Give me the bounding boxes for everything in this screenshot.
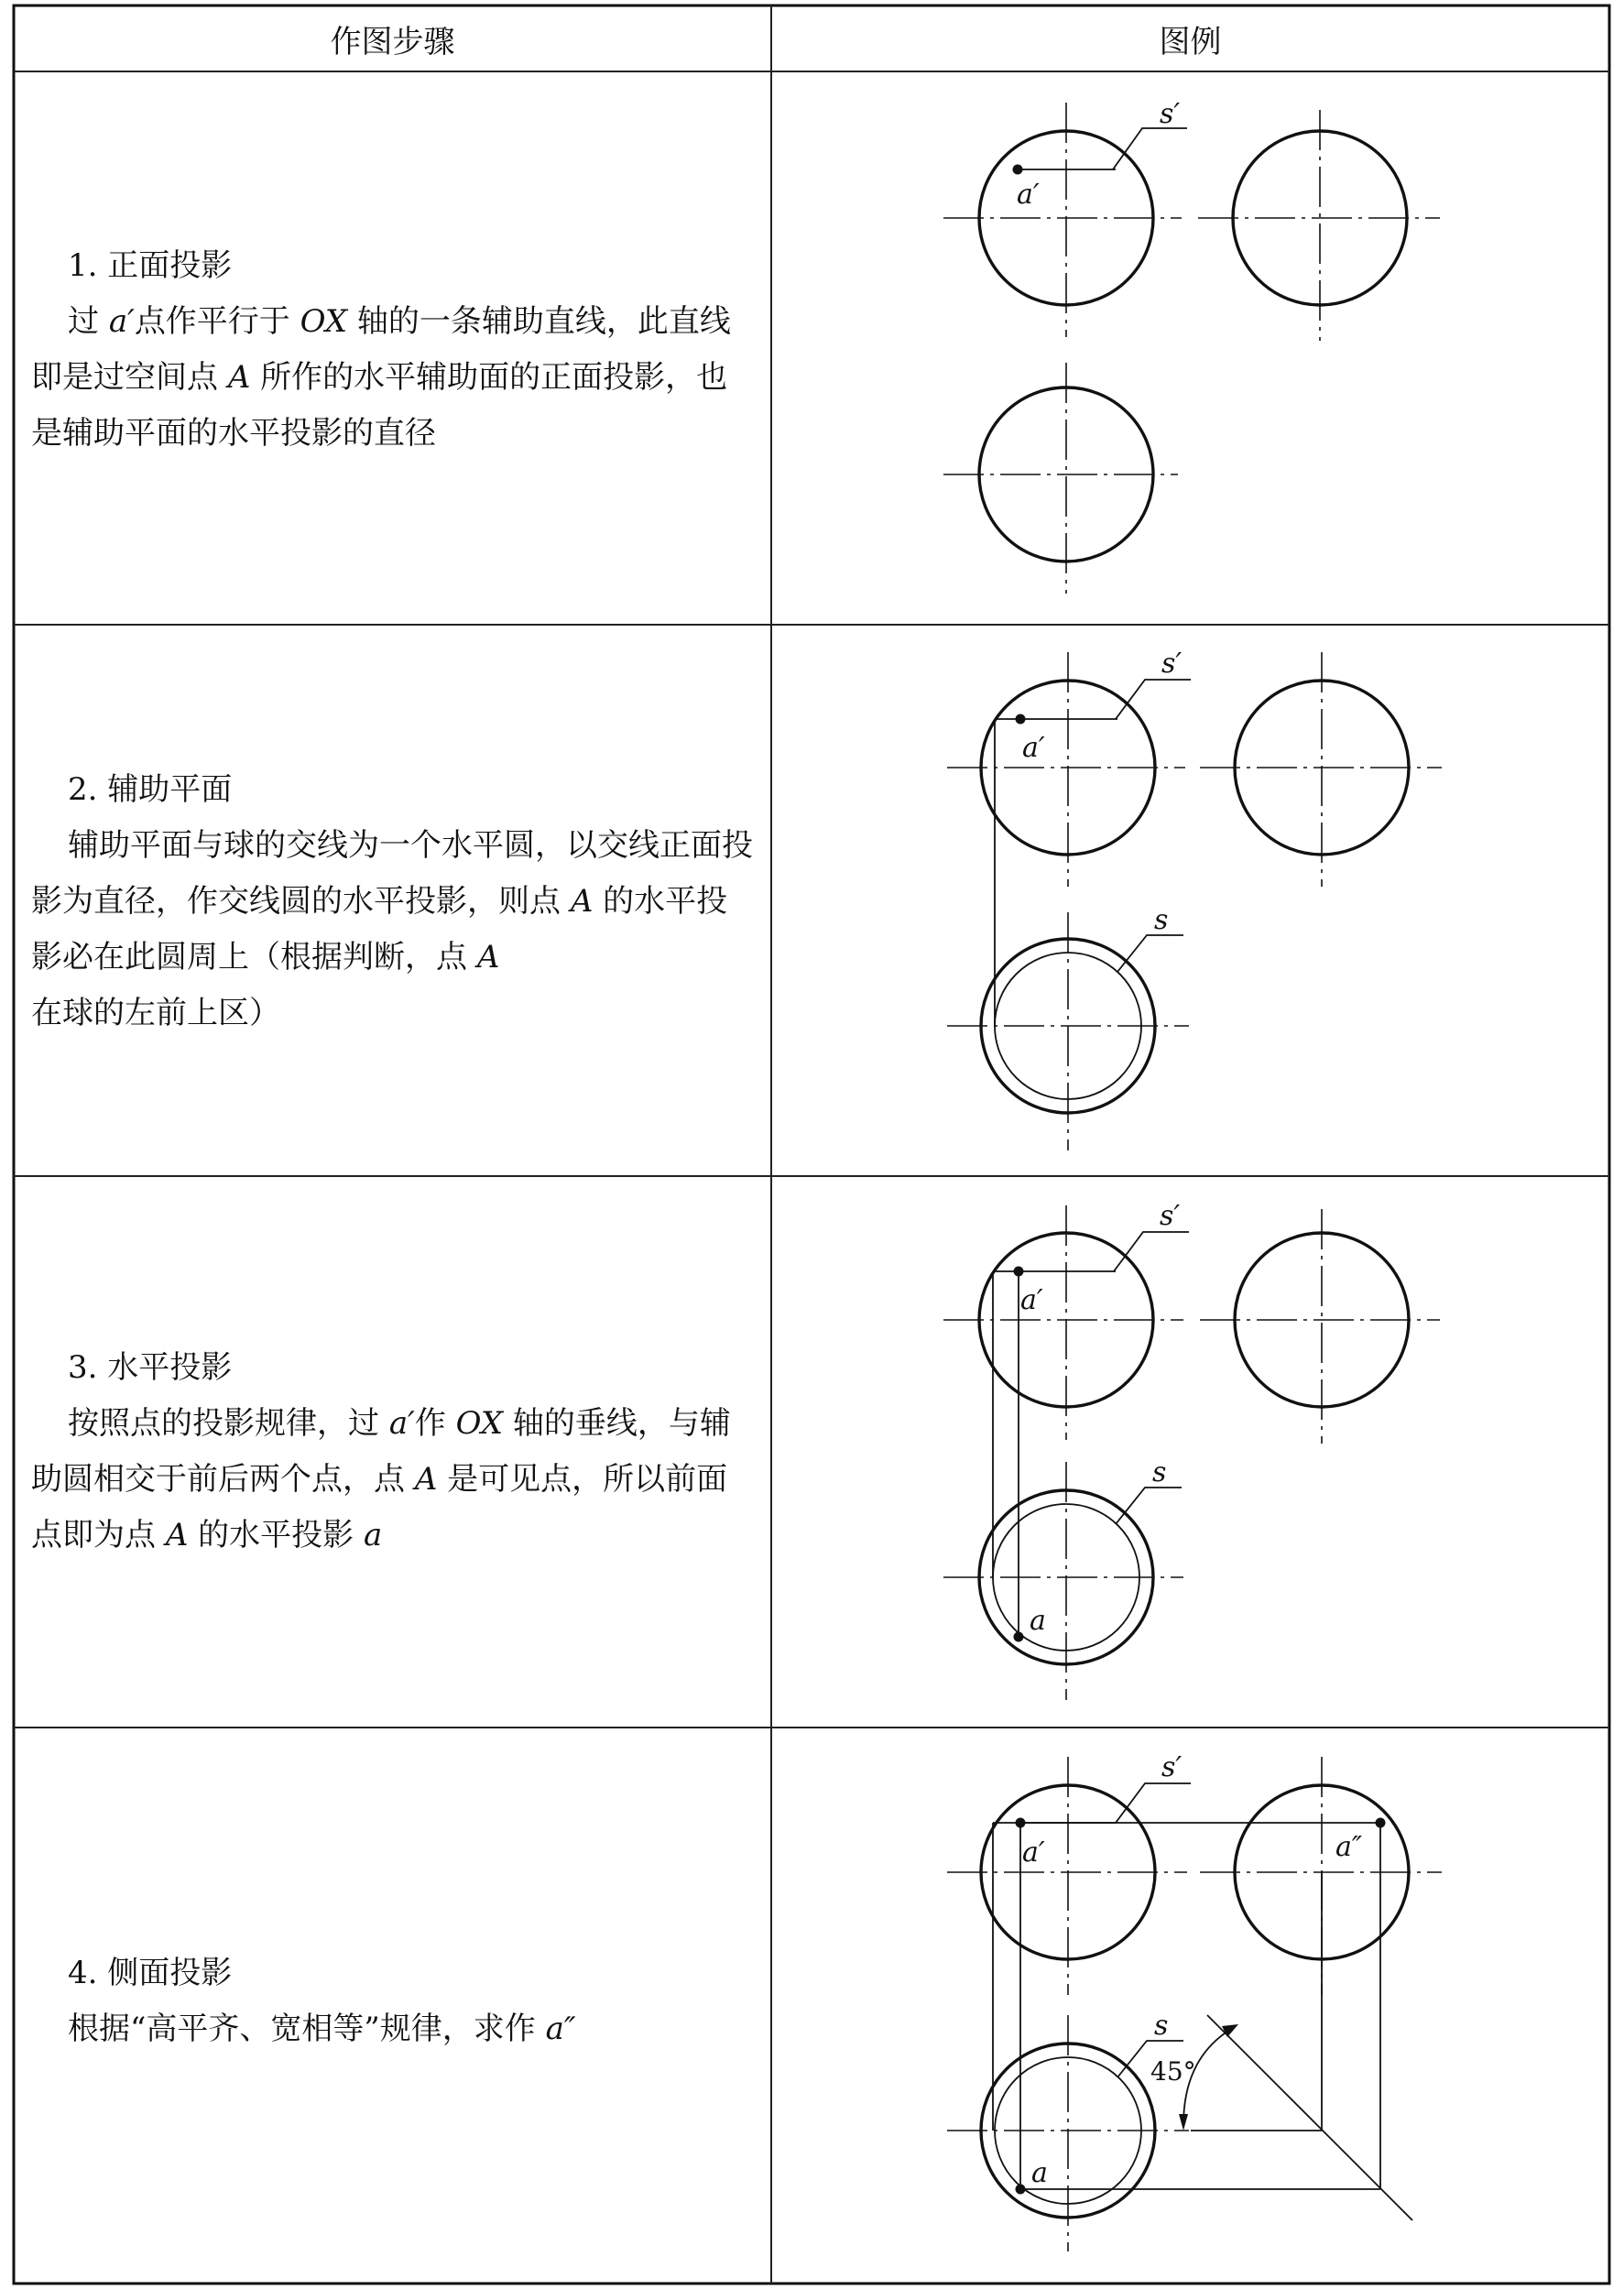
text-run: 轴的垂线，与辅助圆相交于前后两个点，点 [31, 1405, 731, 1498]
label-s: s [1152, 1456, 1167, 1488]
text-run: 点作平行于 [134, 303, 300, 340]
math-symbol: A [227, 359, 251, 396]
math-symbol: a″ [545, 2011, 576, 2047]
label-angle: 45° [1150, 2056, 1196, 2087]
angle-arrow-top [1222, 2024, 1238, 2037]
step-4-title: 4. 侧面投影 [68, 1955, 233, 1991]
label-s-prime: s′ [1161, 648, 1183, 680]
text-run: 的水平投影必在此圆周上（根据判断，点 [31, 883, 728, 976]
text-run: 是可见点，所以前面点即为点 [31, 1461, 728, 1553]
label-a-prime: a′ [1022, 1837, 1045, 1869]
step-2-title: 2. 辅助平面 [68, 771, 233, 808]
side-view-sphere [1200, 1757, 1442, 1995]
text-run: 轴的一条辅助直线，此直线即是过空间点 [31, 303, 731, 396]
point-a [1016, 2185, 1026, 2195]
s-prime-leader [1116, 1783, 1191, 1823]
column-header-figure-label: 图例 [1159, 23, 1222, 60]
text-run: 在球的左前上区） [31, 995, 280, 1031]
math-symbol: A [570, 883, 594, 920]
label-a-prime: a′ [1022, 732, 1045, 764]
text-run: 的水平投影 [188, 1517, 364, 1553]
label-a: a [1030, 1605, 1046, 1637]
text-run: 根据“高平齐、宽相等”规律，求作 [68, 2011, 546, 2047]
text-run: 所作的水平辅助面的正面投影，也是辅助平面的水平投影的直径 [31, 359, 728, 452]
math-symbol: a [364, 1517, 383, 1553]
math-symbol: a′ [108, 303, 135, 340]
math-symbol: OX [455, 1405, 504, 1442]
label-s-prime: s′ [1161, 1751, 1183, 1783]
label-a: a [1031, 2157, 1048, 2189]
step-3-title: 3. 水平投影 [68, 1349, 233, 1386]
math-symbol: A [165, 1517, 189, 1553]
text-run: 作 [414, 1405, 456, 1442]
top-view-sphere [947, 2015, 1189, 2251]
label-a-prime: a′ [1020, 1284, 1043, 1316]
text-run: 按照点的投影规律，过 [68, 1405, 389, 1442]
point-a-double-prime [1376, 1818, 1386, 1828]
label-s-prime: s′ [1160, 1200, 1181, 1232]
label-a-prime: a′ [1017, 179, 1040, 211]
label-s: s [1154, 2010, 1169, 2042]
step-1-title: 1. 正面投影 [68, 247, 233, 284]
front-view-sphere [947, 1757, 1187, 1995]
math-symbol: OX [300, 303, 348, 340]
text-run: 辅助平面与球的交线为一个水平圆，以交线正面投影为直径，作交线圆的水平投影，则点 [31, 827, 753, 920]
math-symbol: A [476, 939, 500, 976]
math-symbol: A [414, 1461, 438, 1498]
label-s-prime: s′ [1160, 98, 1181, 130]
label-a-double-prime: a″ [1335, 1831, 1363, 1863]
point-a-prime [1016, 1818, 1026, 1828]
angle-arrow-bottom [1179, 2114, 1188, 2131]
text-run: 过 [68, 303, 109, 340]
column-header-steps-label: 作图步骤 [330, 23, 455, 60]
label-s: s [1154, 904, 1169, 936]
math-symbol: a′ [388, 1405, 415, 1442]
